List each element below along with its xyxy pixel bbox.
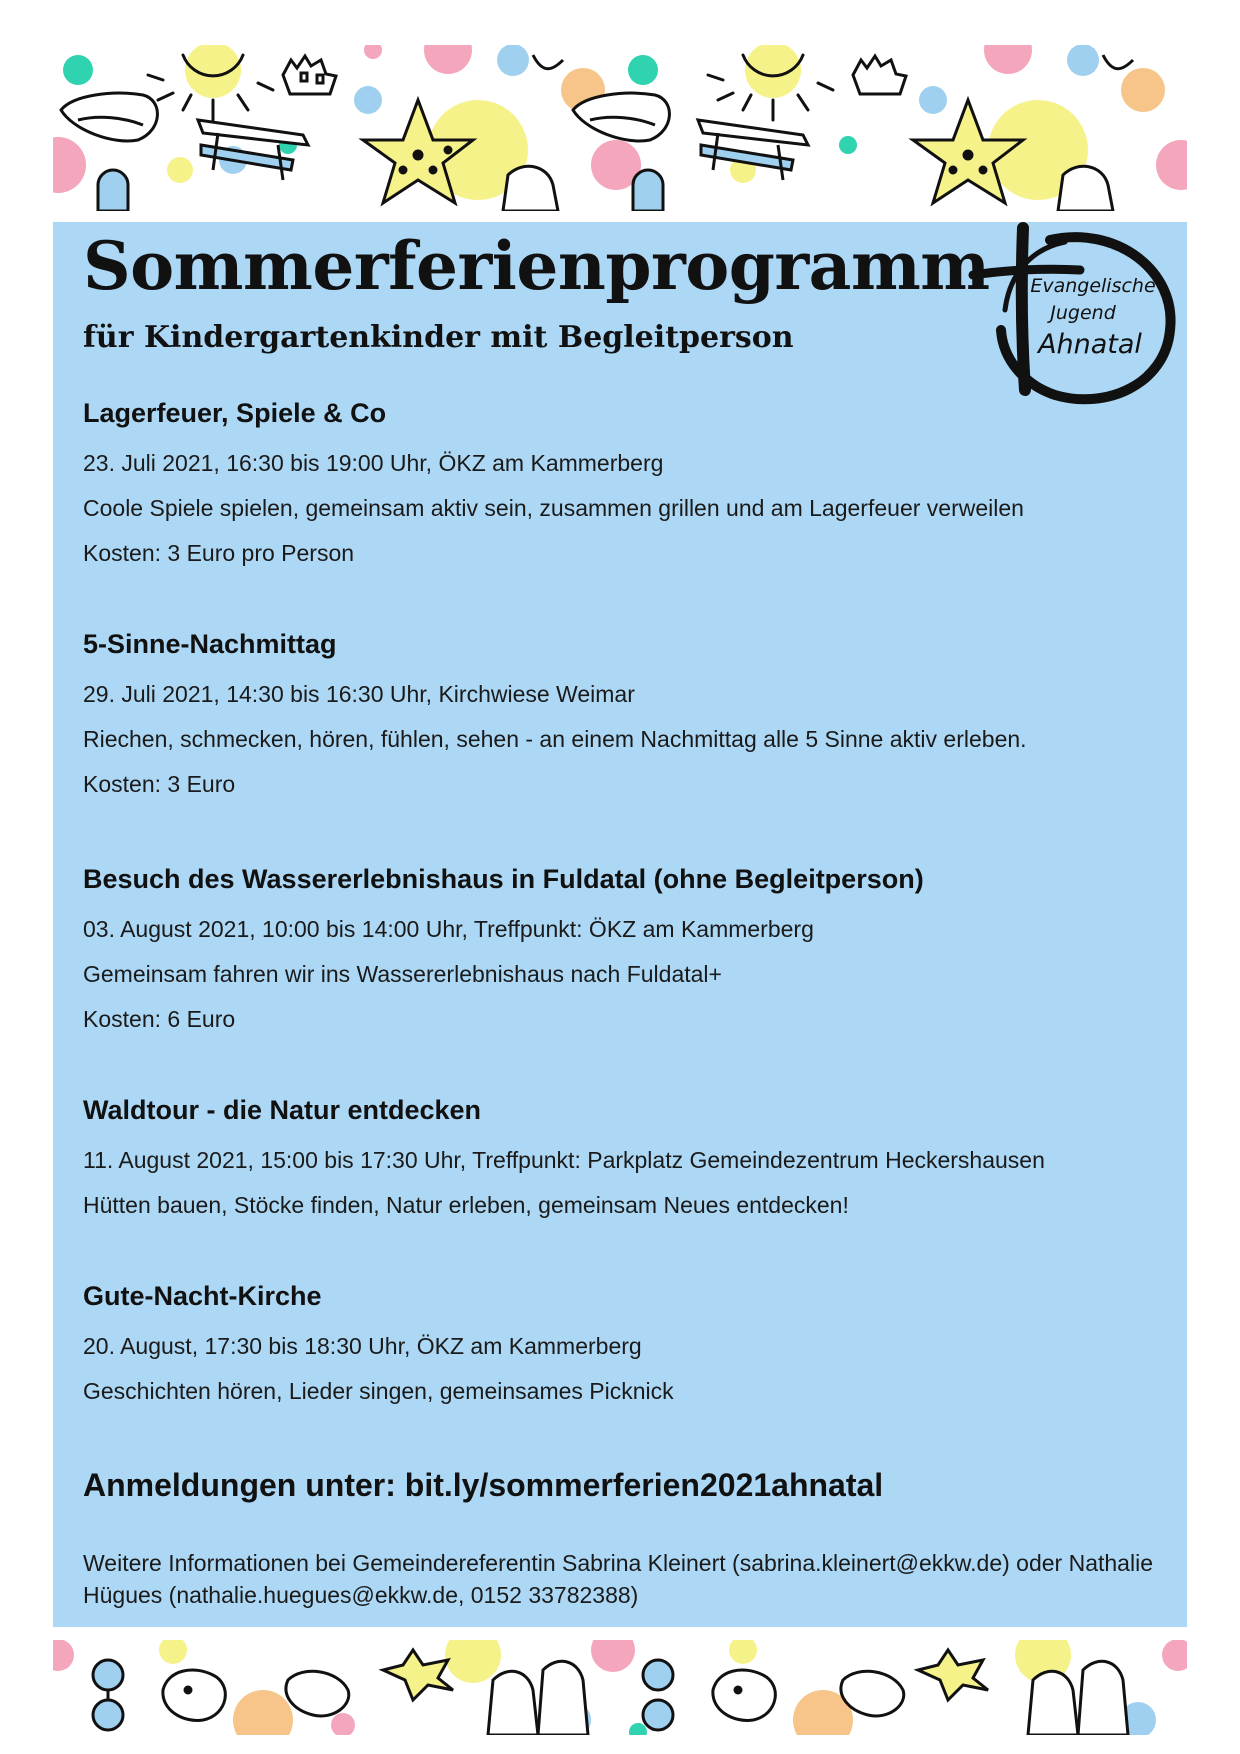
event-title: 5-Sinne-Nachmittag <box>83 629 337 659</box>
logo-line-3: Ahnatal <box>1038 329 1142 360</box>
event-description: Gemeinsam fahren wir ins Wassererlebnishaus nach Fuldatal+ <box>83 961 722 987</box>
event-cost: Kosten: 6 Euro <box>83 1006 236 1032</box>
event-date: 29. Juli 2021, 14:30 bis 16:30 Uhr, Kirchwiese Weimar <box>83 681 635 707</box>
event-cost: Kosten: 3 Euro pro Person <box>83 540 355 566</box>
bottom-decorative-banner <box>53 1640 1187 1735</box>
top-decorative-banner <box>53 45 1187 211</box>
event-date: 23. Juli 2021, 16:30 bis 19:00 Uhr, ÖKZ am Kammerberg <box>83 450 664 476</box>
event-cost: Kosten: 3 Euro <box>83 771 236 797</box>
contact-info: Weitere Informationen bei Gemeindereferentin Sabrina Kleinert (sabrina.kleinert@ekkw.de) oder Nathalie Hügues (nathalie.huegues@ekkw.de, 0152 33782388) <box>83 1550 1153 1608</box>
event-date: 20. August, 17:30 bis 18:30 Uhr, ÖKZ am Kammerberg <box>83 1333 642 1359</box>
event-description: Geschichten hören, Lieder singen, gemeinsames Picknick <box>83 1378 674 1404</box>
program-panel <box>53 222 1187 1627</box>
event-title: Waldtour - die Natur entdecken <box>83 1095 482 1125</box>
event-wassererlebnishaus <box>83 863 1173 1042</box>
event-description: Coole Spiele spielen, gemeinsam aktiv sein, zusammen grillen und am Lagerfeuer verweilen <box>83 495 1024 521</box>
event-waldtour <box>83 1094 1173 1228</box>
page-title: Sommerferienprogramm <box>83 227 990 305</box>
signup-link[interactable]: Anmeldungen unter: bit.ly/sommerferien2021ahnatal <box>83 1467 884 1503</box>
event-title: Lagerfeuer, Spiele & Co <box>83 398 387 428</box>
event-description: Riechen, schmecken, hören, fühlen, sehen - an einem Nachmittag alle 5 Sinne aktiv erleben. <box>83 726 1027 752</box>
event-gute-nacht-kirche <box>83 1280 1173 1414</box>
event-lagerfeuer <box>83 397 1173 576</box>
event-date: 03. August 2021, 10:00 bis 14:00 Uhr, Treffpunkt: ÖKZ am Kammerberg <box>83 916 814 942</box>
logo-line-1: Evangelische <box>1030 275 1156 297</box>
event-5-sinne <box>83 628 1173 807</box>
event-title: Besuch des Wassererlebnishaus in Fuldatal (ohne Begleitperson) <box>83 864 924 894</box>
event-description: Hütten bauen, Stöcke finden, Natur erleben, gemeinsam Neues entdecken! <box>83 1192 849 1218</box>
evangelische-jugend-logo <box>965 220 1185 420</box>
event-date: 11. August 2021, 15:00 bis 17:30 Uhr, Treffpunkt: Parkplatz Gemeindezentrum Heckershausen <box>83 1147 1045 1173</box>
logo-line-2: Jugend <box>1050 302 1116 324</box>
event-title: Gute-Nacht-Kirche <box>83 1281 322 1311</box>
sunglasses-icon <box>533 55 1133 69</box>
page-subtitle: für Kindergartenkinder mit Begleitperson <box>83 320 794 355</box>
